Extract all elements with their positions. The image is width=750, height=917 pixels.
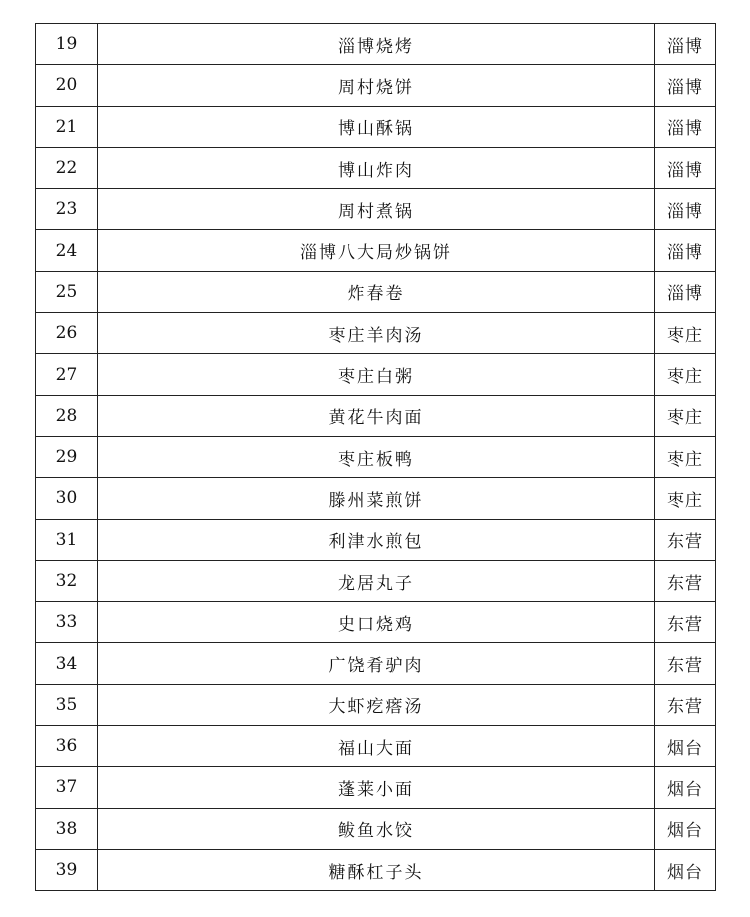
food-table xyxy=(35,23,716,891)
city-name: 枣庄 xyxy=(655,436,716,477)
city-name: 枣庄 xyxy=(655,395,716,436)
dish-name: 龙居丸子 xyxy=(98,560,655,601)
row-number: 20 xyxy=(36,65,98,106)
table-row xyxy=(36,602,716,643)
row-number: 27 xyxy=(36,354,98,395)
row-number: 38 xyxy=(36,808,98,849)
dish-name: 蓬莱小面 xyxy=(98,767,655,808)
dish-name: 淄博八大局炒锅饼 xyxy=(98,230,655,271)
city-name: 烟台 xyxy=(655,767,716,808)
city-name: 淄博 xyxy=(655,106,716,147)
dish-name: 史口烧鸡 xyxy=(98,602,655,643)
city-name: 枣庄 xyxy=(655,354,716,395)
city-name: 淄博 xyxy=(655,24,716,65)
table-body xyxy=(36,24,716,891)
city-name: 烟台 xyxy=(655,849,716,890)
table-row xyxy=(36,354,716,395)
city-name: 东营 xyxy=(655,643,716,684)
row-number: 28 xyxy=(36,395,98,436)
table-row xyxy=(36,24,716,65)
row-number: 36 xyxy=(36,726,98,767)
city-name: 枣庄 xyxy=(655,313,716,354)
dish-name: 利津水煎包 xyxy=(98,519,655,560)
table-row xyxy=(36,519,716,560)
table-row xyxy=(36,436,716,477)
row-number: 30 xyxy=(36,478,98,519)
dish-name: 鲅鱼水饺 xyxy=(98,808,655,849)
row-number: 39 xyxy=(36,849,98,890)
row-number: 33 xyxy=(36,602,98,643)
row-number: 35 xyxy=(36,684,98,725)
row-number: 26 xyxy=(36,313,98,354)
city-name: 淄博 xyxy=(655,230,716,271)
row-number: 29 xyxy=(36,436,98,477)
row-number: 19 xyxy=(36,24,98,65)
table-row xyxy=(36,849,716,890)
row-number: 21 xyxy=(36,106,98,147)
dish-name: 福山大面 xyxy=(98,726,655,767)
table-row xyxy=(36,684,716,725)
row-number: 24 xyxy=(36,230,98,271)
dish-name: 淄博烧烤 xyxy=(98,24,655,65)
city-name: 东营 xyxy=(655,560,716,601)
table-row xyxy=(36,313,716,354)
city-name: 淄博 xyxy=(655,65,716,106)
dish-name: 博山酥锅 xyxy=(98,106,655,147)
dish-name: 滕州菜煎饼 xyxy=(98,478,655,519)
table-row xyxy=(36,726,716,767)
row-number: 22 xyxy=(36,147,98,188)
city-name: 东营 xyxy=(655,684,716,725)
row-number: 25 xyxy=(36,271,98,312)
city-name: 烟台 xyxy=(655,726,716,767)
row-number: 37 xyxy=(36,767,98,808)
table-row xyxy=(36,643,716,684)
dish-name: 枣庄板鸭 xyxy=(98,436,655,477)
row-number: 32 xyxy=(36,560,98,601)
dish-name: 博山炸肉 xyxy=(98,147,655,188)
table-row xyxy=(36,767,716,808)
table-row xyxy=(36,395,716,436)
city-name: 淄博 xyxy=(655,147,716,188)
table-row xyxy=(36,106,716,147)
table-row xyxy=(36,808,716,849)
row-number: 34 xyxy=(36,643,98,684)
city-name: 烟台 xyxy=(655,808,716,849)
dish-name: 炸春卷 xyxy=(98,271,655,312)
city-name: 东营 xyxy=(655,519,716,560)
dish-name: 糖酥杠子头 xyxy=(98,849,655,890)
dish-name: 大虾疙瘩汤 xyxy=(98,684,655,725)
city-name: 淄博 xyxy=(655,189,716,230)
dish-name: 枣庄羊肉汤 xyxy=(98,313,655,354)
table-row xyxy=(36,147,716,188)
table-row xyxy=(36,271,716,312)
table-row xyxy=(36,560,716,601)
table-row xyxy=(36,65,716,106)
table-row xyxy=(36,478,716,519)
row-number: 23 xyxy=(36,189,98,230)
dish-name: 枣庄白粥 xyxy=(98,354,655,395)
city-name: 东营 xyxy=(655,602,716,643)
dish-name: 周村煮锅 xyxy=(98,189,655,230)
city-name: 枣庄 xyxy=(655,478,716,519)
dish-name: 广饶肴驴肉 xyxy=(98,643,655,684)
dish-name: 黄花牛肉面 xyxy=(98,395,655,436)
city-name: 淄博 xyxy=(655,271,716,312)
food-table-container xyxy=(35,23,715,891)
dish-name: 周村烧饼 xyxy=(98,65,655,106)
row-number: 31 xyxy=(36,519,98,560)
table-row xyxy=(36,230,716,271)
table-row xyxy=(36,189,716,230)
